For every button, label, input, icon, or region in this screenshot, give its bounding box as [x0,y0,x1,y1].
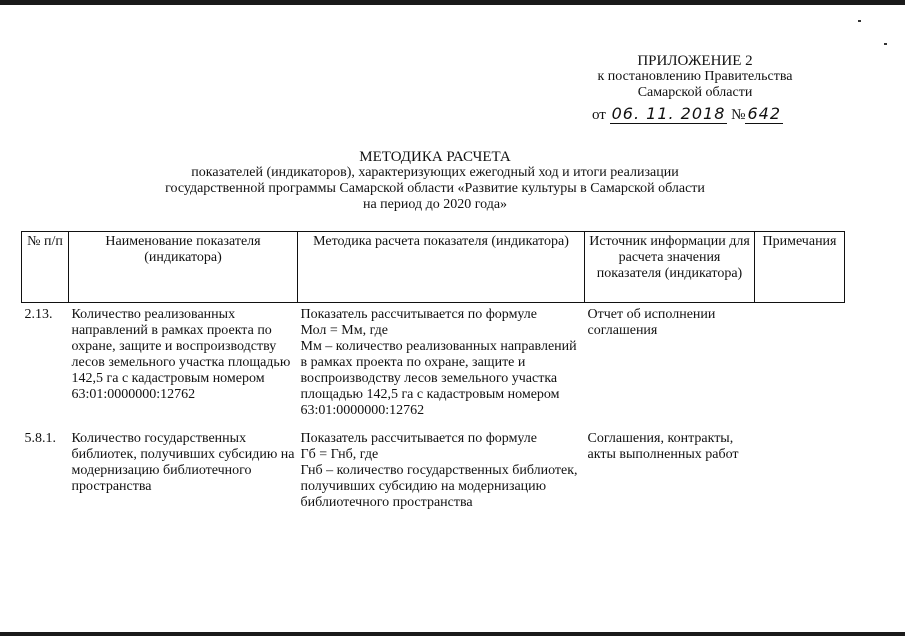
scan-speck [858,20,861,22]
header-notes: Примечания [755,232,845,303]
method-intro: Показатель рассчитывается по формуле [300,307,538,322]
row-notes [755,303,845,428]
row-number: 2.13. [24,307,53,322]
information-source: Отчет об исполнении соглашения [587,307,716,338]
header-name: Наименование показателя (индикатора) [69,232,298,303]
scan-edge-top [0,0,905,5]
indicator-name: Количество государственных библиотек, получивших субсидию на модернизацию библиотечного пространства [71,431,295,494]
calculation-method [298,427,585,519]
header-source: Источник информации для расчета значения показателя (индикатора) [585,232,755,303]
document-title [100,149,770,213]
scan-edge-bottom [0,632,905,636]
methodology-table [21,231,845,519]
indicator-name: Количество реализованных направлений в рамках проекта по охране, защите и воспроизводству лесов земельного участка площадью 142,5 га с кадастровым номером 63:01:0000000:12762 [71,307,291,402]
appendix-label: ПРИЛОЖЕНИЕ 2 [637,53,753,69]
appendix-header [560,53,830,101]
date-prefix: от [592,107,606,123]
title-line-3: на период до 2020 года» [362,197,508,212]
handwritten-date: 06. 11. 2018 [611,104,726,123]
number-prefix: № [731,107,746,123]
appendix-line-2: Самарской области [637,85,753,100]
calculation-method [298,303,585,428]
title-line-2: государственной программы Самарской области «Развитие культуры в Самарской области [165,181,705,196]
method-definition: Мм – количество реализованных направлений в рамках проекта по охране, защите и воспроизводству лесов земельного участка площадью 142,5 га с кадастровым номером 63:01:0000000:12762 [300,339,577,418]
method-formula: Гб = Гнб, где [300,447,379,462]
method-definition: Гнб – количество государственных библиотек, получивших субсидию на модернизацию библиотечного пространства [300,463,578,510]
handwritten-number: 642 [747,104,781,123]
information-source: Соглашения, контракты, акты выполненных работ [587,431,739,462]
table-row [22,427,845,519]
scan-speck [884,43,887,45]
appendix-line-1: к постановлению Правительства [597,69,793,84]
table-row [22,303,845,428]
method-formula: Мол = Мм, где [300,323,388,338]
title-line-1: показателей (индикаторов), характеризующих ежегодный ход и итоги реализации [191,165,679,180]
resolution-date-line [592,104,783,125]
header-num: № п/п [22,232,69,303]
row-notes [755,427,845,519]
title-main: МЕТОДИКА РАСЧЕТА [359,149,511,165]
method-intro: Показатель рассчитывается по формуле [300,431,538,446]
header-method: Методика расчета показателя (индикатора) [298,232,585,303]
table-header-row [22,232,845,303]
row-number: 5.8.1. [24,431,56,446]
